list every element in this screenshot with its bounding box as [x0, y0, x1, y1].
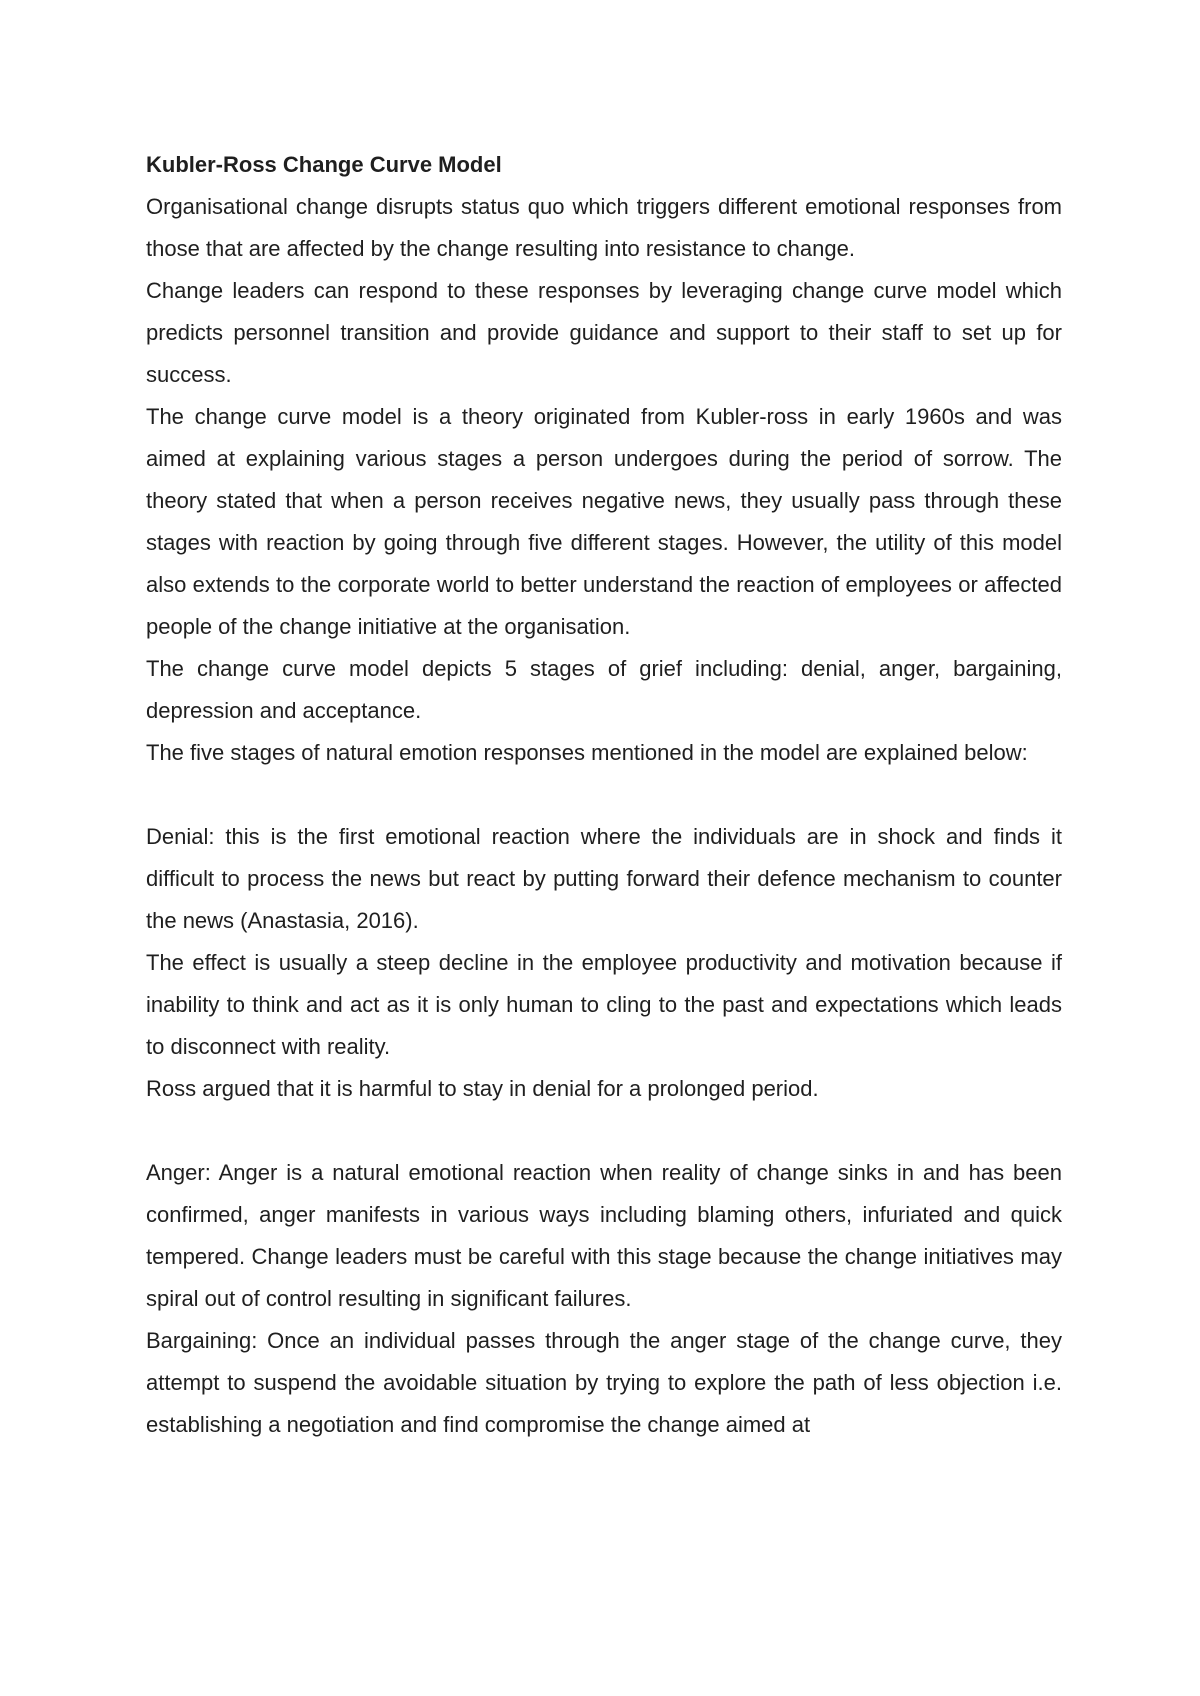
paragraph-explained-below: The five stages of natural emotion responses mentioned in the model are explained below:	[146, 740, 1028, 765]
paragraph-intro: Organisational change disrupts status quo which triggers different emotional responses from those that are affected by the change resulting into resistance to change.	[146, 194, 1062, 261]
paragraph-spacer	[146, 1110, 1062, 1152]
paragraph-bargaining: Bargaining: Once an individual passes through the anger stage of the change curve, they attempt to suspend the avoidable situation by trying to explore the path of less objection i.e. establishing a negotiation and find compromise the change aimed at	[146, 1328, 1062, 1437]
document-body	[146, 144, 1062, 1446]
paragraph-denial-effect: The effect is usually a steep decline in the employee productivity and motivation because if inability to think and act as it is only human to cling to the past and expectations which leads to disconnect with reality.	[146, 950, 1062, 1059]
paragraph-anger: Anger: Anger is a natural emotional reaction when reality of change sinks in and has been confirmed, anger manifests in various ways including blaming others, infuriated and quick tempered. Change leaders must be careful with this stage because the change initiatives may spiral out of control resulting in significant failures.	[146, 1160, 1062, 1311]
paragraph-spacer	[146, 774, 1062, 816]
paragraph-change-leaders: Change leaders can respond to these responses by leveraging change curve model which predicts personnel transition and provide guidance and support to their staff to set up for success.	[146, 278, 1062, 387]
paragraph-ross-argued: Ross argued that it is harmful to stay in denial for a prolonged period.	[146, 1076, 819, 1101]
document-title: Kubler-Ross Change Curve Model	[146, 152, 502, 177]
paragraph-theory: The change curve model is a theory originated from Kubler-ross in early 1960s and was aimed at explaining various stages a person undergoes during the period of sorrow. The theory stated that when a person receives negative news, they usually pass through these stages with reaction by going through five different stages. However, the utility of this model also extends to the corporate world to better understand the reaction of employees or affected people of the change initiative at the organisation.	[146, 404, 1062, 639]
paragraph-denial: Denial: this is the first emotional reaction where the individuals are in shock and finds it difficult to process the news but react by putting forward their defence mechanism to counter the news (Anastasia, 2016).	[146, 824, 1062, 933]
paragraph-five-stages: The change curve model depicts 5 stages of grief including: denial, anger, bargaining, depression and acceptance.	[146, 656, 1062, 723]
